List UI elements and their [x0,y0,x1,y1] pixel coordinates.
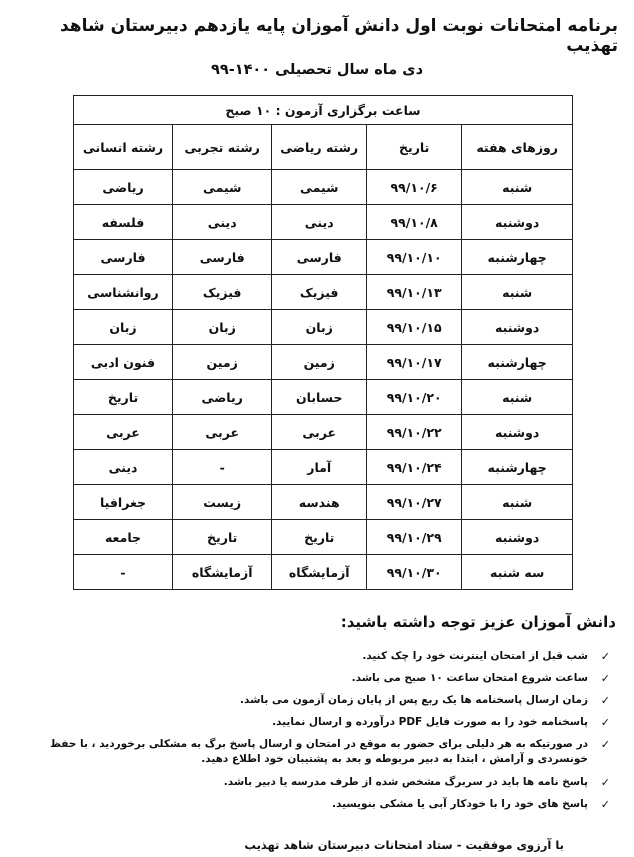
notes-title: دانش آموزان عزیز توجه داشته باشید: [340,613,616,631]
humanities-subject-cell: فارسی [74,240,173,275]
humanities-subject-cell: فنون ادبی [74,345,173,380]
exam-time-header: ساعت برگزاری آزمون : ۱۰ صبح [74,96,573,125]
math-subject-cell: زمین [272,345,367,380]
humanities-subject-cell: فلسفه [74,205,173,240]
math-subject-cell: دینی [272,205,367,240]
notes-section [10,613,620,819]
math-subject-cell: آمار [272,450,367,485]
day-cell: سه شنبه [462,555,573,590]
experimental-subject-cell: عربی [173,415,272,450]
note-text: پاسخنامه خود را به صورت فایل PDF درآورده و ارسال نمایید. [272,716,588,728]
check-icon: ✓ [600,694,610,707]
day-cell: شنبه [462,380,573,415]
math-subject-cell: عربی [272,415,367,450]
day-cell: دوشنبه [462,205,573,240]
date-cell: ۹۹/۱۰/۳۰ [367,555,462,590]
humanities-subject-cell: جامعه [74,520,173,555]
check-icon: ✓ [600,650,610,663]
date-cell: ۹۹/۱۰/۲۹ [367,520,462,555]
table-row [74,555,573,590]
column-header-math: رشته ریاضی [272,125,367,170]
check-icon: ✓ [600,672,610,685]
column-header-day: روزهای هفته [462,125,573,170]
table-row [74,380,573,415]
day-cell: چهارشنبه [462,240,573,275]
list-item [10,715,610,730]
day-cell: چهارشنبه [462,345,573,380]
date-cell: ۹۹/۱۰/۱۳ [367,275,462,310]
math-subject-cell: فیزیک [272,275,367,310]
math-subject-cell: زبان [272,310,367,345]
experimental-subject-cell: فارسی [173,240,272,275]
notes-list [10,649,620,812]
math-subject-cell: فارسی [272,240,367,275]
humanities-subject-cell: ریاضی [74,170,173,205]
exam-schedule-table [73,95,573,590]
list-item [10,797,610,812]
list-item [10,693,610,708]
day-cell: شنبه [462,275,573,310]
experimental-subject-cell: شیمی [173,170,272,205]
day-cell: شنبه [462,485,573,520]
date-cell: ۹۹/۱۰/۶ [367,170,462,205]
experimental-subject-cell: زیست [173,485,272,520]
table-row [74,415,573,450]
table-row [74,345,573,380]
note-text: زمان ارسال پاسخنامه ها یک ربع پس از پایان زمان آزمون می باشد. [240,694,588,706]
math-subject-cell: حسابان [272,380,367,415]
date-cell: ۹۹/۱۰/۸ [367,205,462,240]
table-row [74,310,573,345]
math-subject-cell: آزمایشگاه [272,555,367,590]
table-row [74,240,573,275]
experimental-subject-cell: ریاضی [173,380,272,415]
humanities-subject-cell: زبان [74,310,173,345]
experimental-subject-cell: آزمایشگاه [173,555,272,590]
humanities-subject-cell: دینی [74,450,173,485]
date-cell: ۹۹/۱۰/۲۲ [367,415,462,450]
table-row [74,205,573,240]
column-header-humanities: رشته انسانی [74,125,173,170]
column-header-experimental: رشته تجربی [173,125,272,170]
experimental-subject-cell: تاریخ [173,520,272,555]
note-text: ساعت شروع امتحان ساعت ۱۰ صبح می باشد. [351,672,588,684]
note-text: در صورتیکه به هر دلیلی برای حضور به موقع در امتحان و ارسال پاسخ برگ به مشکلی برخوردید ، با حفظ خونسردی و آرامش ، ابتدا به دبیر مربوطه و بعد به پشتیبان خود اطلاع دهید. [49,738,588,765]
check-icon: ✓ [600,738,610,751]
check-icon: ✓ [600,776,610,789]
footer-signature: با آرزوی موفقیت - ستاد امتحانات دبیرستان شاهد تهذیب [244,838,564,852]
check-icon: ✓ [600,716,610,729]
note-text: پاسخ های خود را با خودکار آبی یا مشکی بنویسید. [332,798,588,810]
table-row [74,170,573,205]
column-header-date: تاریخ [367,125,462,170]
list-item [10,671,610,686]
date-cell: ۹۹/۱۰/۱۰ [367,240,462,275]
check-icon: ✓ [600,798,610,811]
experimental-subject-cell: - [173,450,272,485]
day-cell: دوشنبه [462,310,573,345]
date-cell: ۹۹/۱۰/۱۷ [367,345,462,380]
math-subject-cell: شیمی [272,170,367,205]
list-item [10,649,610,664]
day-cell: چهارشنبه [462,450,573,485]
experimental-subject-cell: فیزیک [173,275,272,310]
math-subject-cell: تاریخ [272,520,367,555]
humanities-subject-cell: تاریخ [74,380,173,415]
humanities-subject-cell: - [74,555,173,590]
experimental-subject-cell: دینی [173,205,272,240]
table-row [74,450,573,485]
note-text: پاسخ نامه ها باید در سربرگ مشخص شده از طرف مدرسه یا دبیر باشد. [223,776,588,788]
list-item [10,775,610,790]
experimental-subject-cell: زمین [173,345,272,380]
date-cell: ۹۹/۱۰/۲۰ [367,380,462,415]
table-row [74,520,573,555]
day-cell: شنبه [462,170,573,205]
day-cell: دوشنبه [462,415,573,450]
math-subject-cell: هندسه [272,485,367,520]
experimental-subject-cell: زبان [173,310,272,345]
table-row [74,485,573,520]
document-subtitle: دی ماه سال تحصیلی ۱۴۰۰-۹۹ [210,62,424,78]
day-cell: دوشنبه [462,520,573,555]
column-header-row [74,125,573,170]
list-item [10,737,610,767]
humanities-subject-cell: روانشناسی [74,275,173,310]
document-title: برنامه امتحانات نوبت اول دانش آموزان پایه یازدهم دبیرستان شاهد تهذیب [59,16,618,56]
date-cell: ۹۹/۱۰/۲۴ [367,450,462,485]
humanities-subject-cell: جغرافیا [74,485,173,520]
date-cell: ۹۹/۱۰/۱۵ [367,310,462,345]
humanities-subject-cell: عربی [74,415,173,450]
date-cell: ۹۹/۱۰/۲۷ [367,485,462,520]
table-row [74,275,573,310]
note-text: شب قبل از امتحان اینترنت خود را چک کنید. [362,650,588,662]
